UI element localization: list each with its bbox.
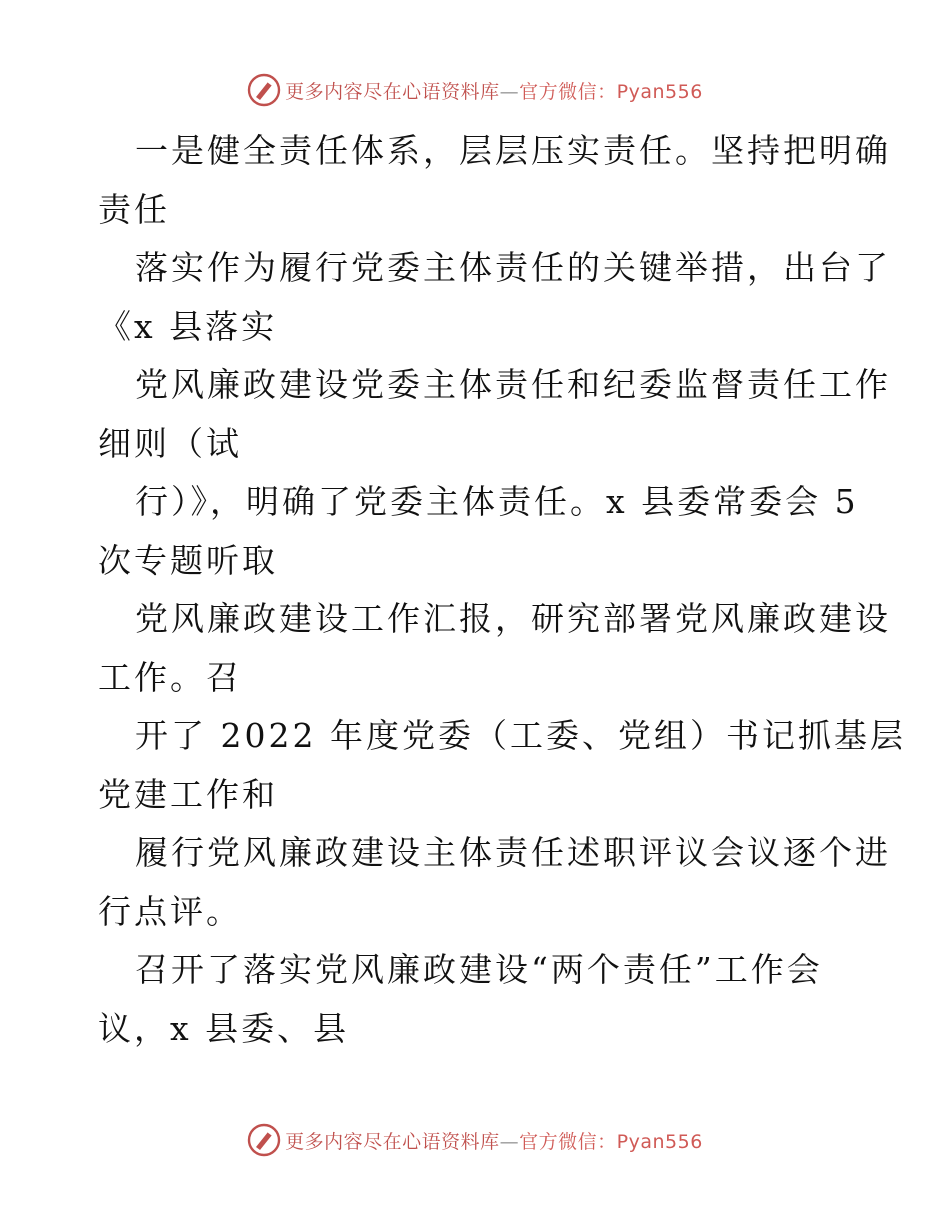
document-body (98, 122, 906, 1058)
body-line: 次专题听取 (98, 540, 278, 580)
body-line: 行点评。 (98, 891, 242, 931)
body-line: 开了 2022 年度党委（工委、党组）书记抓基层 (135, 716, 906, 755)
footer-separator: — (499, 1130, 520, 1153)
footer-text (285, 1127, 703, 1154)
body-line: 《x 县落实 (98, 306, 278, 346)
header-contact: 官方微信：Pyan556 (519, 80, 703, 103)
body-line: 召开了落实党风廉政建设“两个责任”工作会 (135, 950, 823, 989)
body-line: 党风廉政建设工作汇报，研究部署党风廉政建设 (135, 599, 891, 638)
footer-contact: 官方微信：Pyan556 (519, 1130, 703, 1153)
body-line: 议，x 县委、县 (98, 1008, 350, 1048)
body-line: 党建工作和 (98, 774, 278, 814)
body-line: 工作。召 (98, 657, 242, 697)
seal-logo-icon (247, 73, 281, 107)
body-line: 党风廉政建设党委主体责任和纪委监督责任工作 (135, 365, 891, 404)
header-banner (0, 70, 950, 110)
footer-banner (0, 1120, 950, 1160)
body-line: 责任 (98, 189, 170, 229)
footer-brand: 更多内容尽在心语资料库 (285, 1130, 500, 1153)
body-line: 落实作为履行党委主体责任的关键举措，出台了 (135, 248, 891, 287)
seal-logo-icon (247, 1123, 281, 1157)
body-line: 履行党风廉政建设主体责任述职评议会议逐个进 (135, 833, 891, 872)
header-text (285, 77, 703, 104)
body-line: 行）》，明确了党委主体责任。x 县委常委会 5 (135, 482, 859, 521)
header-separator: — (499, 80, 520, 103)
body-line: 一是健全责任体系，层层压实责任。坚持把明确 (135, 131, 891, 170)
header-brand: 更多内容尽在心语资料库 (285, 80, 500, 103)
body-line: 细则（试 (98, 423, 242, 463)
